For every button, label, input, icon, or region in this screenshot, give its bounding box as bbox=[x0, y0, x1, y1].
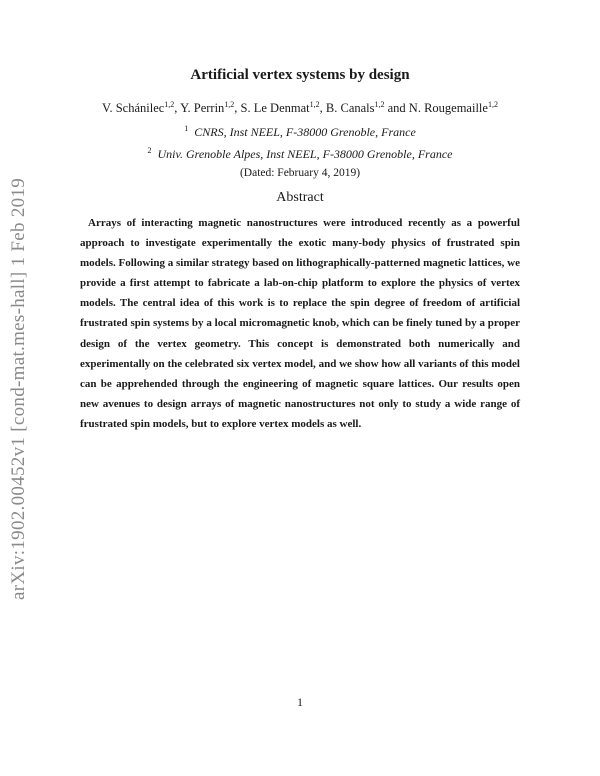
paper-title: Artificial vertex systems by design bbox=[190, 67, 410, 83]
date-line: (Dated: February 4, 2019) bbox=[239, 167, 361, 179]
page-number: 1 bbox=[297, 695, 303, 709]
author-name: , Y. Perrin bbox=[174, 101, 225, 116]
author-list bbox=[0, 100, 600, 116]
arxiv-identifier-stamp: arXiv:1902.00452v1 [cond-mat.mes-hall] 1 Feb 2019 bbox=[8, 177, 29, 600]
abstract-body: Arrays of interacting magnetic nanostructures were introduced recently as a powerful approach to investigate experimentally the exotic many-body physics of frustrated spin models. Following a similar strategy based on lithographically-patterned magnetic lattices, we provide a first attempt to fabricate a lab-on-chip platform to explore the physics of vertex models. The central idea of this work is to replace the spin degree of freedom of artificial frustrated spin systems by a local micromagnetic knob, which can be finely tuned by a proper design of the vertex geometry. This concept is demonstrated both numerically and experimentally on the celebrated six vertex model, and we show how all variants of this model can be apprehended through the engineering of magnetic square lattices. Our results open new avenues to design arrays of magnetic nanostructures not only to study a wide range of frustrated spin models, but to explore vertex models as well. bbox=[80, 217, 520, 430]
author-affiliation-mark: 1,2 bbox=[309, 100, 320, 109]
affiliation-mark: 1 bbox=[184, 124, 189, 133]
affiliation-text: Univ. Grenoble Alpes, Inst NEEL, F-38000 Grenoble, France bbox=[157, 147, 453, 161]
author-name: V. Schánilec bbox=[102, 101, 165, 116]
author-name: , B. Canals bbox=[319, 101, 375, 116]
affiliation-mark: 2 bbox=[147, 146, 152, 155]
affiliation-text: CNRS, Inst NEEL, F-38000 Grenoble, France bbox=[194, 125, 416, 139]
author-affiliation-mark: 1,2 bbox=[487, 100, 498, 109]
abstract-heading: Abstract bbox=[276, 190, 324, 205]
author-affiliation-mark: 1,2 bbox=[164, 100, 175, 109]
affiliation-1 bbox=[0, 124, 600, 140]
author-name: , S. Le Denmat bbox=[234, 101, 310, 116]
author-affiliation-mark: 1,2 bbox=[374, 100, 385, 109]
author-name: and N. Rougemaille bbox=[384, 101, 488, 116]
affiliation-2 bbox=[0, 146, 600, 162]
author-affiliation-mark: 1,2 bbox=[224, 100, 235, 109]
